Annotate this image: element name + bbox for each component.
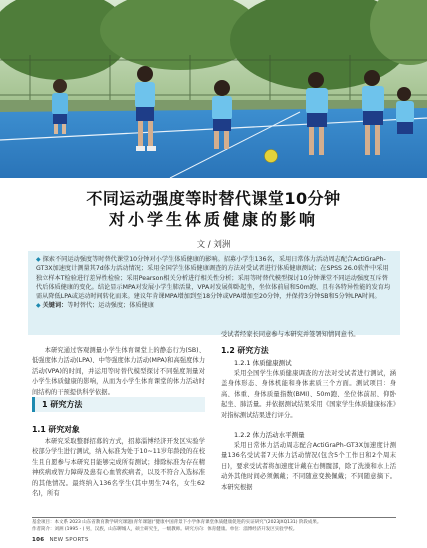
bullet-icon: ◆ — [36, 256, 41, 263]
page-number: 106 — [32, 537, 45, 543]
fitness-test-paragraph: 采用全国学生体质健康调查的方法对受试者进行测试，涵盖身体形态、身体机能和身体素质三个方面。测试项目：身高、体重、身体质量指数(BMI)、50m跑、坐位体前屈、仰卧起坐、肺活量。并依据测试结果采用《国家学生体质健康标准》对指标测试结果进行评分。 — [221, 370, 396, 419]
journal-name: NEW SPORTS — [49, 537, 89, 543]
right-paragraph-3 — [221, 441, 396, 493]
abstract-paragraph — [36, 255, 393, 301]
article-title-line2: 对小学生体质健康的影响 — [108, 210, 318, 229]
left-intro — [32, 346, 205, 398]
intro-paragraph: 本研究通过客观测量小学生体育课堂上的静态行为(SB)、低强度体力活动(LPA)、中等强度体力活动(MPA)和高强度体力活动(VPA)的时间，并运用等时替代模型探讨不同强度剂量对小学生体质健康的影响，从而为小学生体育课堂的体力活动时间结构的干预提供科学依据。 — [32, 347, 205, 396]
right-paragraph-2 — [221, 369, 396, 421]
section1-block — [32, 423, 205, 499]
article-title-line1: 不同运动强度等时替代课堂10分钟 — [86, 189, 341, 208]
footnote-rule — [32, 517, 396, 518]
fitness-test-heading: 1.2.1 体质健康测试 — [234, 359, 292, 367]
abstract-box — [28, 251, 400, 335]
activity-measure-paragraph: 采用日常体力活动周志配合ActiGraPh-GT3X加速度计测量136名受试者7天体力活动情况(包含5个工作日和2个周末日)，要求受试者将加速度计戴在右侧髋部，除了洗澡和水上活动外其他时间必须佩戴；不同随意变换佩戴；不同随意摘下。本研究根据 — [221, 442, 396, 491]
abstract-text: 探索不同运动强度等时替代课堂10分钟对小学生体质健康的影响。招募小学生136名，采用日常体力活动周志配合ActiGraPh-GT3X加速度计测量其7d体力活动情况；采用全国学生体质健康调查的方法对受试者进行体质健康测试；在SPSS 26.0软件中采用独立样本T检验进行差异性检验；采用Pearson相关分析进行相关性分析；采用等时替代模型探讨10分钟课堂不同运动强度互斥替代后体质健康的变化。结论显示MPA对发展小学生肺活量，VPA对发展仰卧起坐，坐位体前屈和50m跑、且有各特异性能的发育均需从降低LPA或运动时间转化而来。建议年肯课MPA增加到至18分钟或VPA增加至20分钟，并保持3分钟SB和5分钟LPA时间。 — [36, 256, 391, 301]
consent-paragraph: 受试者经家长同意参与本研究并签署知情同意书。 — [221, 331, 360, 338]
footnote-funding: 基金项目：本文系 2023 山东省教育教学研究课题(青年课题)“健康中国背景下小学体育课堂体质健康促进的实证研究”(2023JXQ131) 阶段成果。 — [32, 520, 322, 525]
author-byline: 文 / 刘洲 — [196, 240, 231, 250]
section-heading: 1 研究方法 — [42, 400, 83, 409]
methods-heading: 1.2 研究方法 — [221, 346, 269, 355]
footnote — [32, 519, 396, 533]
keywords-line — [36, 301, 393, 310]
right-paragraph-1 — [221, 330, 396, 340]
section-heading-bar — [32, 397, 205, 412]
keywords-label: 关键词： — [42, 302, 68, 310]
right-heading-activity — [221, 430, 396, 441]
right-heading-methods — [221, 344, 396, 357]
right-heading-fitness — [221, 358, 396, 369]
cover-photo — [0, 0, 427, 178]
footnote-author: 作者简介：刘洲 (1995 - ) 男，汉族，山东聊城人，硕士研究生，一级教师。研究方向：体育健康。单位：淄博经济开发区实验学校。 — [32, 527, 298, 532]
subsection-heading: 1.1 研究对象 — [32, 425, 80, 434]
bullet-icon: ◆ — [36, 302, 41, 310]
keywords-text: 等时替代；运动强度；体质健康 — [67, 302, 154, 310]
section1-paragraph: 本研究采取整群招募的方式，招募淄博经济开发区实验学校部分学生进行测试，纳入标准为处于10~11岁年龄段的在校生且自愿参与本研究目能够完成所有测试；排除标准为存在精神疾病或智力障碍及患有心血管疾病者，以及不符合入选标准的其他情况。最终纳入136名学生(其中男生74名，女生62名)，所有 — [32, 438, 205, 498]
page-footer — [32, 537, 89, 543]
activity-measure-heading: 1.2.2 体力活动水平测量 — [234, 431, 305, 439]
